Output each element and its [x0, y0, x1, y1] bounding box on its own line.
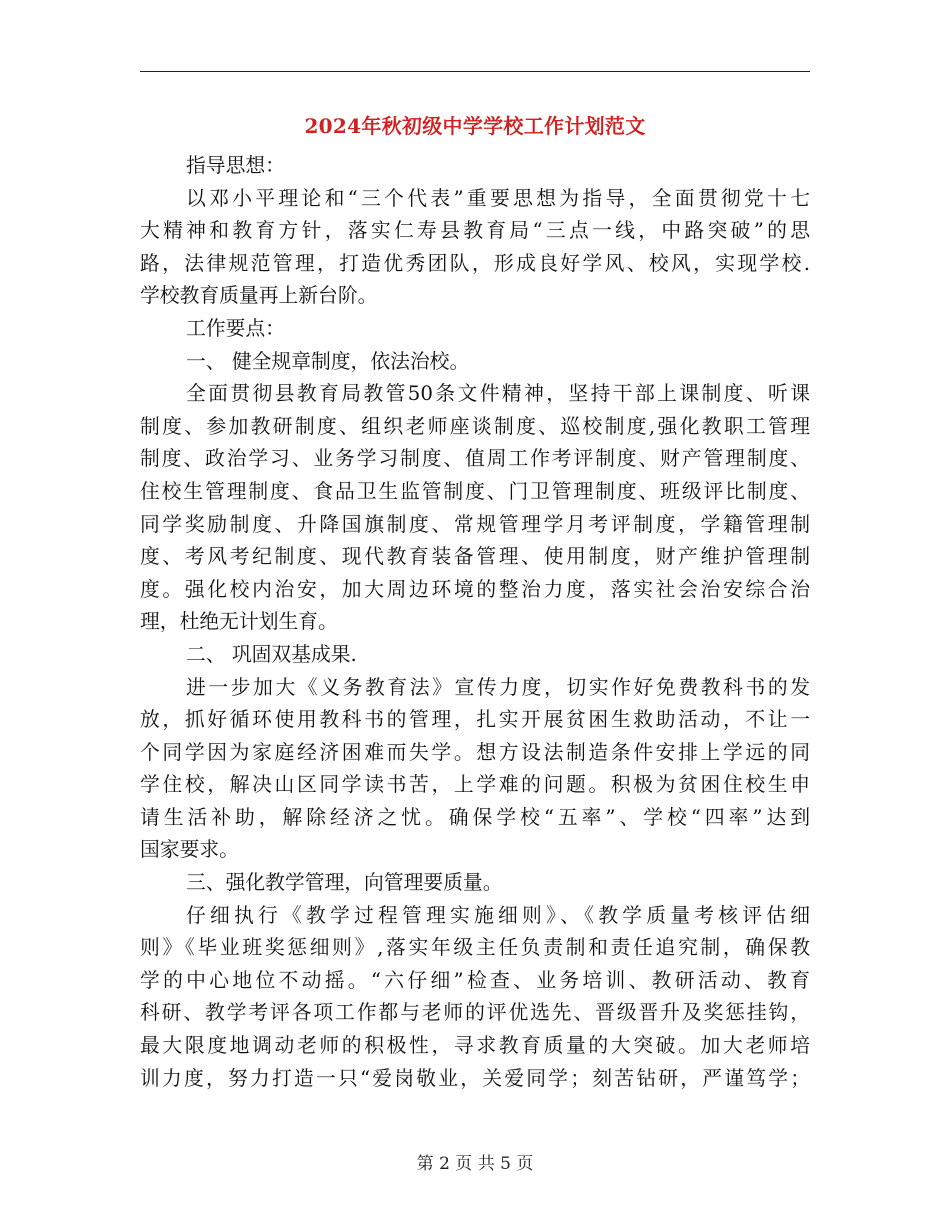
text-line: 度。强化校内治安，加大周边环境的整治力度，落实社会治安综合治	[140, 577, 810, 601]
page-number: 第 2 页 共 5 页	[416, 1154, 534, 1174]
text-line: 工作要点：	[186, 316, 285, 340]
text-line: 仔细执行《教学过程管理实施细则》、《教学质量考核评估细	[186, 903, 810, 927]
text-line: 训力度，努力打造一只“爱岗敬业，关爱同学；刻苦钻研，严谨笃学；	[140, 1066, 810, 1090]
text-line: 学住校，解决山区同学读书苦，上学难的问题。积极为贫困住校生申	[140, 773, 810, 797]
text-line: 国家要求。	[140, 838, 239, 862]
text-line: 度、考风考纪制度、现代教育装备管理、使用制度，财产维护管理制	[140, 545, 810, 569]
text-line: 住校生管理制度、食品卫生监管制度、门卫管理制度、班级评比制度、	[140, 479, 810, 503]
text-line: 学的中心地位不动摇。“六仔细”检查、业务培训、教研活动、教育	[140, 968, 810, 992]
text-line: 则》《毕业班奖惩细则》,落实年级主任负责制和责任追究制，确保教	[140, 936, 810, 960]
text-line: 同学奖励制度、升降国旗制度、常规管理学月考评制度，学籍管理制	[140, 512, 810, 536]
text-line: 三、强化教学管理，向管理要质量。	[186, 871, 503, 895]
text-line: 请生活补助，解除经济之忧。确保学校“五率”、学校“四率”达到	[140, 805, 810, 829]
text-line: 最大限度地调动老师的积极性，寻求教育质量的大突破。加大老师培	[140, 1034, 810, 1058]
text-line: 个同学因为家庭经济困难而失学。想方设法制造条件安排上学远的同	[140, 740, 810, 764]
text-line: 理，杜绝无计划生育。	[140, 610, 338, 634]
text-line: 全面贯彻县教育局教管50条文件精神，坚持干部上课制度、听课	[186, 382, 810, 406]
text-line: 制度、参加教研制度、组织老师座谈制度、巡校制度,强化教职工管理	[140, 414, 810, 438]
header-rule	[140, 71, 810, 72]
text-line: 二、 巩固双基成果.	[186, 642, 357, 666]
text-line: 以邓小平理论和“三个代表”重要思想为指导，全面贯彻党十七	[186, 186, 810, 210]
text-line: 一、 健全规章制度，依法治校。	[186, 349, 470, 373]
text-line: 放，抓好循环使用教科书的管理，扎实开展贫困生救助活动，不让一	[140, 708, 810, 732]
text-line: 路，法律规范管理，打造优秀团队，形成良好学风、校风，实现学校.	[140, 251, 810, 275]
text-line: 进一步加大《义务教育法》宣传力度，切实作好免费教科书的发	[186, 675, 810, 699]
document-title: 2024年秋初级中学学校工作计划范文	[304, 114, 646, 138]
text-line: 科研、教学考评各项工作都与老师的评优选先、晋级晋升及奖惩挂钩，	[140, 1001, 810, 1025]
text-line: 学校教育质量再上新台阶。	[140, 284, 378, 308]
text-line: 指导思想：	[186, 154, 285, 177]
document-body	[140, 150, 810, 1095]
text-line: 制度、政治学习、业务学习制度、值周工作考评制度、财产管理制度、	[140, 447, 810, 471]
text-line: 大精神和教育方针，落实仁寿县教育局“三点一线，中路突破”的思	[140, 219, 810, 243]
